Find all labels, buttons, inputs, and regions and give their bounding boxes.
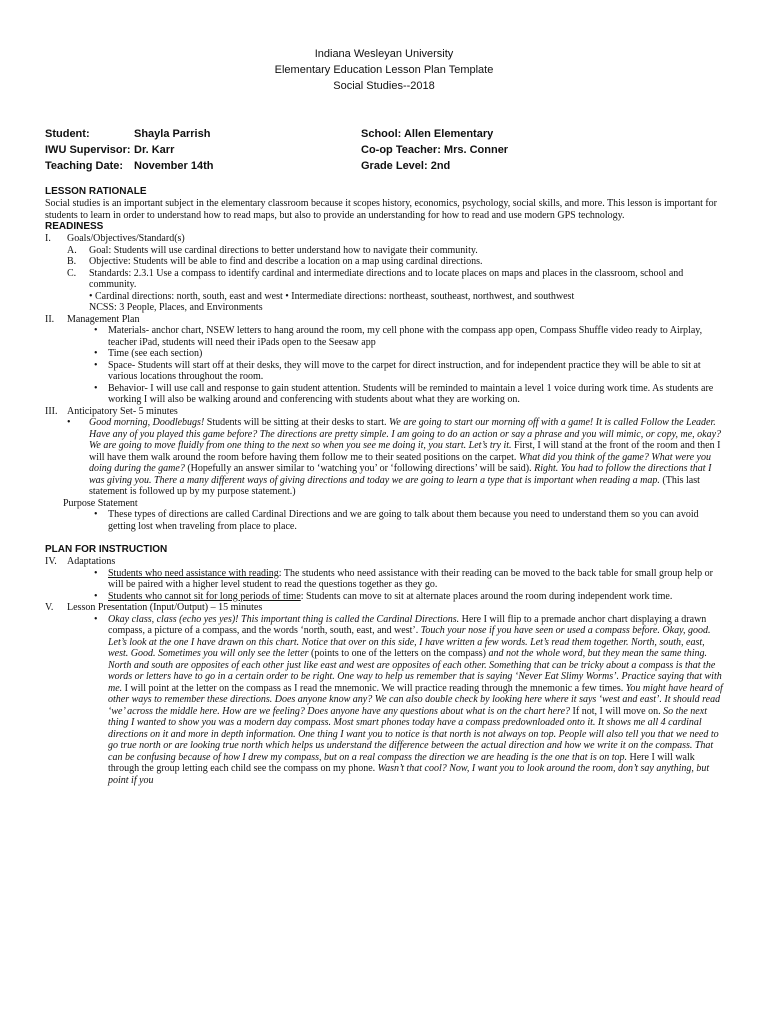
section-goals xyxy=(45,233,727,245)
supervisor-name: Dr. Karr xyxy=(134,144,175,156)
management-materials: • Materials- anchor chart, NSEW letters to hang around the room, my cell phone with the compass app open, Compass Shuffle video ready to Airplay, teacher iPad, students will need their iPads open to the Seesaw app xyxy=(45,325,727,348)
document-header xyxy=(0,46,768,94)
teaching-date-row xyxy=(45,158,365,174)
student-name: Shayla Parrish xyxy=(134,128,211,140)
rationale-heading: LESSON RATIONALE xyxy=(45,186,147,197)
adaptation-text: : Students can move to sit at alternate places around the room during independent work time. xyxy=(300,590,673,602)
script-text: You might have heard of other ways to remember these directions. Does anyone know any? We can also double check by looking here where it says ‘west and east’. It should read ‘we’ across the middle here. How are we feeling? Does anyone have any questions about what is on the chart here? xyxy=(108,682,723,717)
section-anticipatory-set xyxy=(45,406,727,418)
teaching-date: November 14th xyxy=(134,160,214,172)
standards-text: Standards: 2.3.1 Use a compass to identify cardinal and intermediate directions and to locate places on maps and places in the classroom, school and community. xyxy=(89,267,684,290)
purpose-statement-text: • These types of directions are called Cardinal Directions and we are going to talk about them because you need to understand them so you can avoid getting lost when traveling from place to place. xyxy=(45,509,727,532)
readiness-heading: READINESS xyxy=(45,221,104,232)
section-management xyxy=(45,314,727,326)
note-text: Students will be sitting at their desks to start. xyxy=(204,417,389,428)
script-text: So the next thing I wanted to show you was a modern day compass. Most smart phones today have a compass predownloaded onto it. It shows me all 4 cardinal directions on it and more in depth information. One thing I want you to notice is that north is not always on top. People will also tell you that we need to go true north or are looking true north which helps us understand the difference between the actual direction and how we write it on the compass. That can be confusing because of how I drew my compass, but on a real compass the direction we are heading is the one that is on top. xyxy=(108,705,719,763)
note-text: Here I will flip to a premade anchor chart displaying a drawn compass, a picture of a compass, and the words ‘north, south, east, and west’. xyxy=(108,613,707,636)
item-letter: A. xyxy=(67,244,77,256)
school: School: Allen Elementary xyxy=(361,128,494,140)
section-spacer xyxy=(45,532,727,544)
info-right-column xyxy=(361,126,731,174)
section-title: Goals/Objectives/Standard(s) xyxy=(67,233,185,244)
grade-level: Grade Level: 2nd xyxy=(361,160,451,172)
section-adaptations xyxy=(45,556,727,568)
management-behavior: • Behavior- I will use call and response to gain student attention. Students will be reminded to maintain a level 1 voice during work time. As students are working I will also be walking around and conferencing with students about what they are working on. xyxy=(45,383,727,406)
subject-year: Social Studies--2018 xyxy=(333,80,435,92)
teaching-date-label: Teaching Date: xyxy=(45,160,124,172)
item-letter: B. xyxy=(67,256,77,267)
info-left-column xyxy=(45,126,365,174)
goal-item xyxy=(45,245,727,257)
adaptation-title: Students who cannot sit for long periods of time xyxy=(108,590,301,602)
section-title: Anticipatory Set- 5 minutes xyxy=(67,405,178,417)
university-name: Indiana Wesleyan University xyxy=(314,48,454,60)
standards-item xyxy=(45,268,727,291)
objective-text: Objective: Students will be able to find and describe a location on a map using cardinal directions. xyxy=(89,256,483,267)
item-letter: C. xyxy=(67,267,77,279)
lesson-presentation-paragraph xyxy=(45,614,727,787)
lesson-body xyxy=(45,186,727,786)
section-number: V. xyxy=(45,602,54,613)
section-title: Lesson Presentation (Input/Output) – 15 minutes xyxy=(67,602,263,613)
goal-text: Goal: Students will use cardinal directions to better understand how to navigate their community. xyxy=(89,244,478,256)
note-text: (points to one of the letters on the compass) xyxy=(308,648,489,659)
section-number: II. xyxy=(45,313,55,325)
note-text: (Hopefully an answer similar to ‘watching you’ or ‘following directions’ will be said). xyxy=(184,463,535,474)
ncss-standard-line: NCSS: 3 People, Places, and Environments xyxy=(89,302,263,313)
script-text: We are going to start our morning off with a game! It is called Follow the Leader. Have any of you played this game before? The directions are pretty simple. I am going to do an action or say a phrase and you will mimic, or copy, me, okay? We are going to move fluidly from one thing to the next so when you see me doing it, you start. Let’s try it. xyxy=(89,417,722,451)
instruction-heading: PLAN FOR INSTRUCTION xyxy=(45,544,168,555)
section-title: Adaptations xyxy=(67,556,116,567)
note-text: (This last statement is followed up by my purpose statement.) xyxy=(89,474,700,497)
section-number: III. xyxy=(45,405,58,417)
template-title: Elementary Education Lesson Plan Template xyxy=(274,64,494,76)
coop-teacher: Co-op Teacher: Mrs. Conner xyxy=(361,144,509,156)
adaptation-sitting xyxy=(45,591,727,603)
script-text: Good morning, Doodlebugs! xyxy=(89,417,205,428)
anticipatory-set-paragraph xyxy=(45,417,727,498)
management-space: • Space- Students will start off at their desks, they will move to the carpet for direct instruction, and for independent practice they will be able to sit at various locations throughout the room. xyxy=(45,360,727,383)
adaptation-title: Students who need assistance with reading xyxy=(108,567,279,579)
section-title: Management Plan xyxy=(67,313,140,325)
adaptation-reading xyxy=(45,568,727,591)
purpose-statement-label: Purpose Statement xyxy=(63,497,138,509)
section-number: IV. xyxy=(45,556,57,567)
objective-item xyxy=(45,256,727,268)
supervisor-row xyxy=(45,142,365,158)
script-text: Touch your nose if you have seen or used a compass before. Okay, good. Let’s look at the one I have drawn on this chart. Notice that over on this side, I have written a few words. Let’s read them together. North, south, east, west. Good. Sometimes you will only see the letter xyxy=(108,625,711,659)
script-text: Okay class, class (echo yes yes)! This important thing is called the Cardinal Directions. xyxy=(108,613,460,625)
supervisor-label: IWU Supervisor: xyxy=(45,144,131,156)
note-text: Here I will walk through the group letting each child see the compass on my phone. xyxy=(108,751,695,774)
script-text: and not the whole word, but they mean the same thing. North and south are opposites of each other just like east and west are opposites of each other. Something that can be tricky about a compass is that the words or letters have to go in a certain order to be right. One way to help us remember that is saying ‘Never Eat Slimy Worms’. Practice saying that with me. xyxy=(108,648,722,694)
management-time: • Time (see each section) xyxy=(45,348,727,360)
script-text: What did you think of the game? What were you doing during the game? xyxy=(89,451,711,474)
script-text: Right. You had to follow the directions that I was giving you. There a many different ways of giving directions and today we are going to learn a type that is important when reading a map. xyxy=(89,463,712,486)
script-text: Wasn’t that cool? Now, I want you to look around the room, don’t say anything, but point if you xyxy=(108,763,710,786)
section-number: I. xyxy=(45,233,51,244)
directions-standard-line: • Cardinal directions: north, south, east and west • Intermediate directions: northeast, southeast, northwest, and southwest xyxy=(89,290,575,302)
section-lesson-presentation xyxy=(45,602,727,614)
note-text: I will point at the letter on the compass as I read the mnemonic. We will practice reading through the mnemonic a few times. xyxy=(122,682,626,694)
note-text: First, I will stand at the front of the room and then I will have them walk around the room before having them follow me to their seated positions on the carpet. xyxy=(89,440,721,463)
note-text: If not, I will move on. xyxy=(570,705,664,717)
adaptation-text: : The students who need assistance with their reading can be moved to the back table for small group help or will be paired with a higher level student to read the questions together as they go. xyxy=(108,567,713,590)
student-label: Student: xyxy=(45,128,90,140)
rationale-text: Social studies is an important subject in the elementary classroom because it scopes history, economics, psychology, social skills, and more. This lesson is important for students to learn in order to understand how to read maps, but also to provide an understanding for how to read and use modern GPS technology. xyxy=(45,198,718,221)
student-row xyxy=(45,126,365,142)
